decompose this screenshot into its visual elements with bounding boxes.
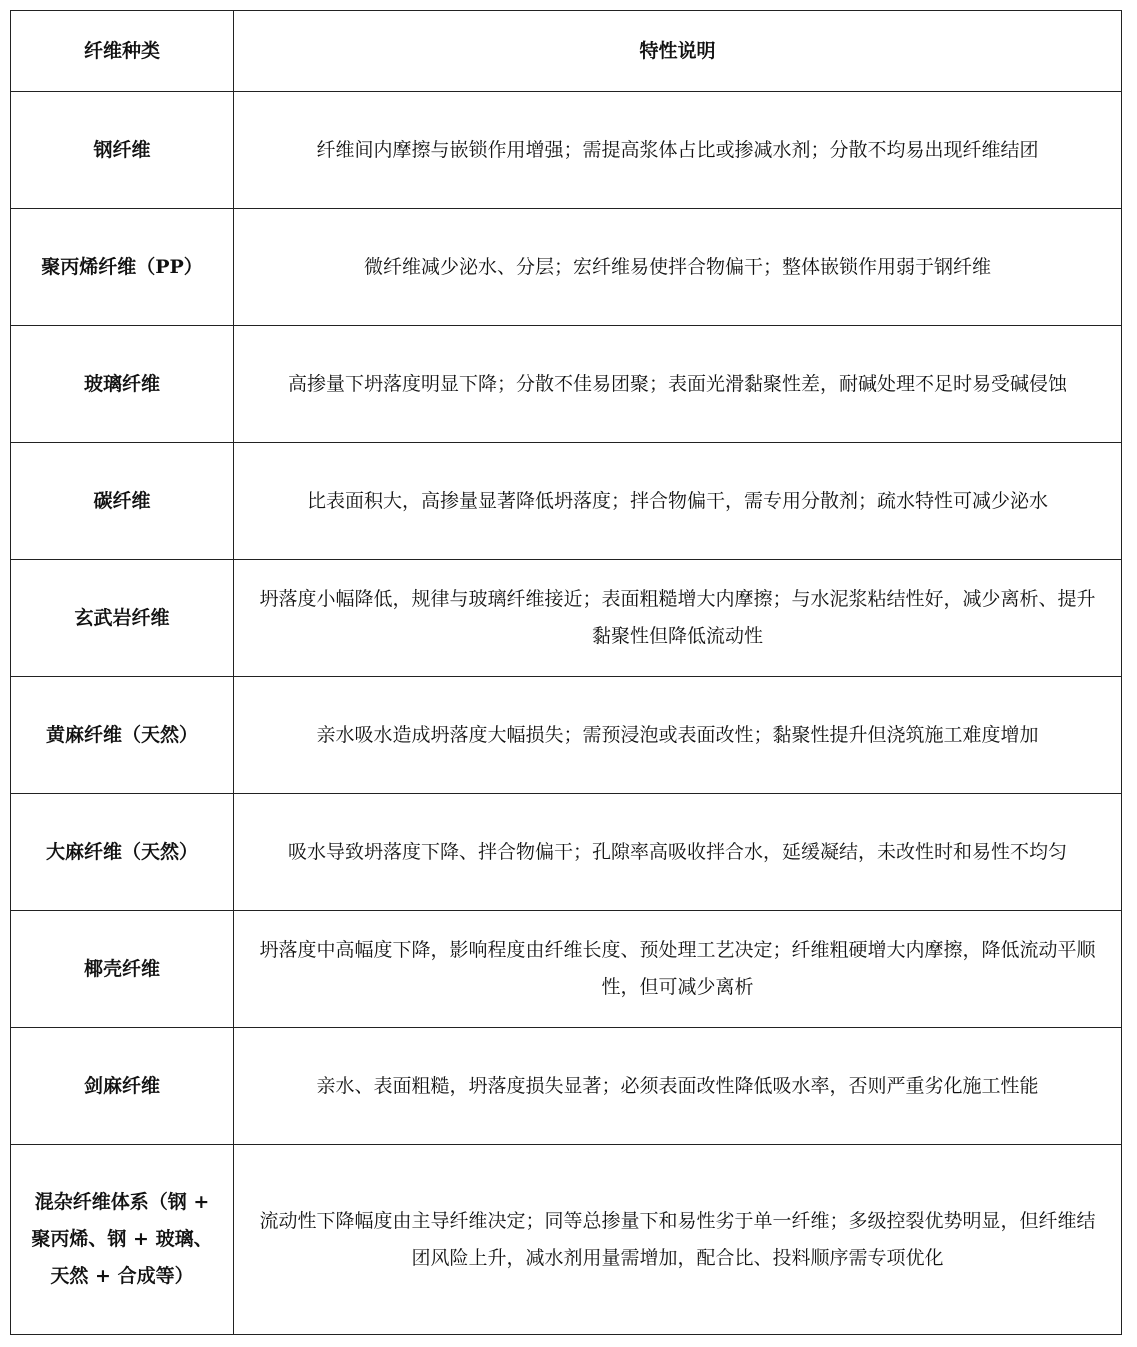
table-header-row bbox=[11, 11, 1122, 92]
table-row bbox=[11, 1028, 1122, 1145]
table-row bbox=[11, 1145, 1122, 1335]
fiber-desc-cell: 吸水导致坍落度下降、拌合物偏干；孔隙率高吸收拌合水，延缓凝结，未改性时和易性不均匀 bbox=[234, 794, 1122, 911]
fiber-desc-cell: 坍落度中高幅度下降，影响程度由纤维长度、预处理工艺决定；纤维粗硬增大内摩擦，降低流动平顺性，但可减少离析 bbox=[234, 911, 1122, 1028]
fiber-desc-cell: 坍落度小幅降低，规律与玻璃纤维接近；表面粗糙增大内摩擦；与水泥浆粘结性好，减少离析、提升黏聚性但降低流动性 bbox=[234, 560, 1122, 677]
fiber-type-cell: 玄武岩纤维 bbox=[11, 560, 234, 677]
fiber-desc-cell: 亲水、表面粗糙，坍落度损失显著；必须表面改性降低吸水率，否则严重劣化施工性能 bbox=[234, 1028, 1122, 1145]
table-row bbox=[11, 794, 1122, 911]
fiber-type-cell: 碳纤维 bbox=[11, 443, 234, 560]
table-row bbox=[11, 560, 1122, 677]
fiber-type-cell: 黄麻纤维（天然） bbox=[11, 677, 234, 794]
fiber-properties-table bbox=[10, 10, 1122, 1335]
table-row bbox=[11, 677, 1122, 794]
fiber-desc-cell: 比表面积大，高掺量显著降低坍落度；拌合物偏干，需专用分散剂；疏水特性可减少泌水 bbox=[234, 443, 1122, 560]
fiber-type-cell: 大麻纤维（天然） bbox=[11, 794, 234, 911]
fiber-type-cell: 剑麻纤维 bbox=[11, 1028, 234, 1145]
fiber-type-cell: 椰壳纤维 bbox=[11, 911, 234, 1028]
fiber-desc-cell: 流动性下降幅度由主导纤维决定；同等总掺量下和易性劣于单一纤维；多级控裂优势明显，但纤维结团风险上升，减水剂用量需增加，配合比、投料顺序需专项优化 bbox=[234, 1145, 1122, 1335]
fiber-type-cell: 混杂纤维体系（钢 + 聚丙烯、钢 + 玻璃、天然 + 合成等） bbox=[11, 1145, 234, 1335]
table-row bbox=[11, 326, 1122, 443]
fiber-desc-cell: 高掺量下坍落度明显下降；分散不佳易团聚；表面光滑黏聚性差，耐碱处理不足时易受碱侵蚀 bbox=[234, 326, 1122, 443]
fiber-desc-cell: 亲水吸水造成坍落度大幅损失；需预浸泡或表面改性；黏聚性提升但浇筑施工难度增加 bbox=[234, 677, 1122, 794]
fiber-type-cell: 聚丙烯纤维（PP） bbox=[11, 209, 234, 326]
header-fiber-type: 纤维种类 bbox=[11, 11, 234, 92]
table-row bbox=[11, 92, 1122, 209]
header-characteristics: 特性说明 bbox=[234, 11, 1122, 92]
table-row bbox=[11, 911, 1122, 1028]
table-row bbox=[11, 443, 1122, 560]
table-row bbox=[11, 209, 1122, 326]
fiber-type-cell: 玻璃纤维 bbox=[11, 326, 234, 443]
fiber-desc-cell: 微纤维减少泌水、分层；宏纤维易使拌合物偏干；整体嵌锁作用弱于钢纤维 bbox=[234, 209, 1122, 326]
fiber-type-cell: 钢纤维 bbox=[11, 92, 234, 209]
fiber-desc-cell: 纤维间内摩擦与嵌锁作用增强；需提高浆体占比或掺减水剂；分散不均易出现纤维结团 bbox=[234, 92, 1122, 209]
